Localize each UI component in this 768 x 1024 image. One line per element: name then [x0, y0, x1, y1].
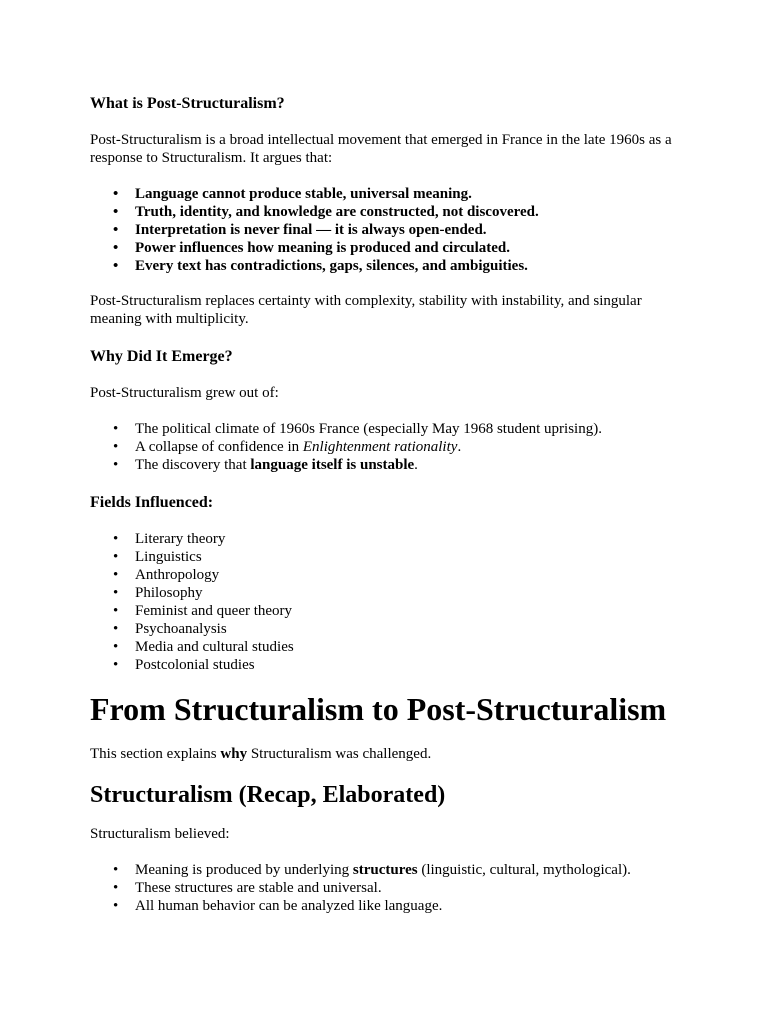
list-item: • Language cannot produce stable, universal meaning.: [135, 185, 735, 203]
list-item: • The political climate of 1960s France (especially May 1968 student uprising).: [135, 420, 735, 438]
list-item: • Psychoanalysis: [135, 620, 735, 638]
list-item: • Postcolonial studies: [135, 656, 735, 674]
list-item: • All human behavior can be analyzed like language.: [135, 897, 735, 915]
list-item: • Truth, identity, and knowledge are constructed, not discovered.: [135, 203, 735, 221]
bold-text: why: [220, 746, 248, 762]
fields-list: [90, 530, 735, 674]
heading-from-structuralism: From Structuralism to Post-Structuralism: [90, 691, 667, 727]
paragraph-text: This section explains: [90, 746, 221, 762]
bold-text: language itself is unstable: [250, 457, 415, 473]
structuralism-list: [90, 861, 735, 915]
list-item: • Literary theory: [135, 530, 735, 548]
list-item: • Linguistics: [135, 548, 735, 566]
emergence-list: [90, 420, 735, 474]
list-item: • Media and cultural studies: [135, 638, 735, 656]
list-item: [135, 861, 735, 879]
heading-structuralism-recap: Structuralism (Recap, Elaborated): [90, 782, 446, 808]
list-item: [135, 456, 735, 474]
intro-paragraph: Post-Structuralism is a broad intellectual movement that emerged in France in the late 1960s as a response to Structuralism. It argues that:: [90, 132, 672, 166]
list-item-text: A collapse of confidence in: [135, 439, 303, 455]
list-item-text: The discovery that: [135, 457, 251, 473]
list-item: • Philosophy: [135, 584, 735, 602]
list-item: • These structures are stable and universal.: [135, 879, 735, 897]
emerge-intro: Post-Structuralism grew out of:: [90, 385, 279, 401]
list-item-text: .: [457, 439, 462, 455]
heading-why-did-it-emerge: Why Did It Emerge?: [90, 348, 233, 365]
heading-fields-influenced: Fields Influenced:: [90, 494, 214, 511]
summary-paragraph: Post-Structuralism replaces certainty with complexity, stability with instability, and singular meaning with multiplicity.: [90, 293, 642, 327]
list-item: • Anthropology: [135, 566, 735, 584]
list-item: • Every text has contradictions, gaps, silences, and ambiguities.: [135, 257, 735, 275]
list-item-text: .: [414, 457, 418, 473]
bold-text: structures: [352, 862, 418, 878]
emphasis-text: Enlightenment rationality: [302, 439, 458, 455]
list-item: • Feminist and queer theory: [135, 602, 735, 620]
section-explanation: [90, 745, 690, 763]
list-item-text: (linguistic, cultural, mythological).: [417, 862, 631, 878]
paragraph-text: Structuralism was challenged.: [247, 746, 432, 762]
list-item: [135, 438, 735, 456]
structuralism-intro: Structuralism believed:: [90, 826, 230, 842]
list-item: • Interpretation is never final — it is always open-ended.: [135, 221, 735, 239]
key-points-list: [90, 185, 735, 275]
list-item-text: Meaning is produced by underlying: [135, 862, 353, 878]
heading-what-is-post-structuralism: What is Post-Structuralism?: [90, 95, 285, 112]
list-item: • Power influences how meaning is produced and circulated.: [135, 239, 735, 257]
